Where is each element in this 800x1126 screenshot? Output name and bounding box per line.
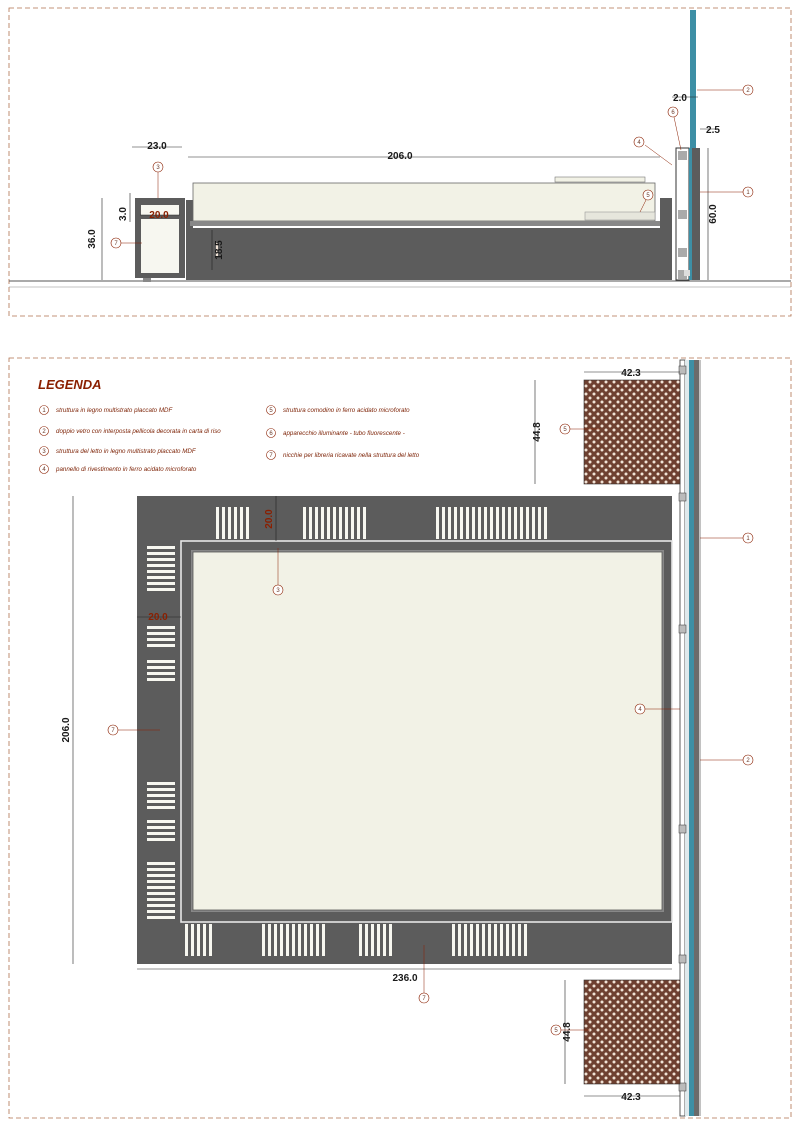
callout-5-elev (643, 190, 653, 200)
svg-text:struttura in legno multistrato: struttura in legno multistrato placcato MDF (56, 407, 173, 414)
svg-text:struttura comodino in ferro ac: struttura comodino in ferro acidato microforato (283, 407, 410, 414)
plan-wall (679, 360, 700, 1116)
svg-text:pannello di rivestimento in fe: pannello di rivestimento in ferro acidato microforato (56, 466, 197, 473)
svg-text:7: 7 (422, 996, 426, 1002)
nightstand-top (584, 380, 680, 484)
dim-60-elev: 60.0 (708, 204, 719, 224)
dim-44-8-bottom: 44.8 (562, 1022, 573, 1042)
svg-text:6: 6 (671, 110, 675, 116)
bed-plan (137, 496, 672, 964)
callout-3-plan (273, 585, 283, 595)
callout-7-plan-bottom (419, 993, 429, 1003)
svg-text:4: 4 (638, 707, 642, 713)
callout-7-plan-left (108, 725, 118, 735)
svg-text:6: 6 (269, 431, 273, 437)
callout-4-elev (634, 137, 644, 147)
nightstand-bottom (584, 980, 680, 1084)
svg-text:2: 2 (42, 429, 46, 435)
dim-236-plan: 236.0 (392, 973, 418, 984)
bed-elevation (186, 177, 672, 280)
callout-3-elev (153, 162, 163, 172)
svg-text:4: 4 (637, 140, 641, 146)
dim-42-3-bottom: 42.3 (621, 1092, 641, 1103)
dim-20-plan-left: 20.0 (148, 612, 168, 623)
callout-1-elev (743, 187, 753, 197)
callout-7-elev (111, 238, 121, 248)
legend-item-7 (267, 451, 420, 460)
legend-item-2 (40, 427, 222, 436)
callout-2-elev (743, 85, 753, 95)
svg-text:3: 3 (42, 449, 46, 455)
dim-20-plan-top: 20.0 (264, 509, 275, 529)
svg-text:apparecchio illuminante - tubo: apparecchio illuminante - tubo fluorescente - (283, 430, 405, 437)
headboard-elevation (676, 10, 700, 280)
svg-text:3: 3 (276, 588, 280, 594)
svg-text:1: 1 (42, 408, 46, 414)
svg-text:7: 7 (114, 241, 118, 247)
dim-206-plan: 206.0 (61, 717, 72, 743)
dim-18-5-elev: 18.5 (214, 240, 225, 260)
pillow (555, 177, 645, 182)
svg-text:7: 7 (269, 453, 273, 459)
dim-36-elev: 36.0 (87, 229, 98, 249)
svg-text:struttura del letto in legno m: struttura del letto in legno multistrato placcato MDF (56, 448, 196, 455)
legend-title: LEGENDA (38, 377, 102, 392)
dim-44-8-top: 44.8 (532, 422, 543, 442)
svg-text:5: 5 (646, 193, 650, 199)
svg-text:3: 3 (156, 165, 160, 171)
callout-5-plan-top (560, 424, 570, 434)
glass-panel (690, 10, 696, 148)
svg-text:2: 2 (746, 88, 750, 94)
svg-text:4: 4 (42, 467, 46, 473)
svg-text:1: 1 (746, 190, 750, 196)
dim-3-elev: 3.0 (118, 207, 129, 221)
dim-2-elev: 2.0 (673, 93, 687, 104)
elevation-view (9, 8, 791, 316)
legend-item-5 (267, 406, 411, 415)
dim-42-3-top: 42.3 (621, 368, 641, 379)
svg-text:5: 5 (554, 1028, 558, 1034)
svg-text:7: 7 (111, 728, 115, 734)
svg-text:5: 5 (269, 408, 273, 414)
svg-text:5: 5 (563, 427, 567, 433)
legend-item-1 (40, 406, 174, 415)
dim-23-elev: 23.0 (147, 141, 167, 152)
light-fixture (585, 212, 655, 220)
callout-5-plan-bottom (551, 1025, 561, 1035)
dim-206-elev: 206.0 (387, 151, 413, 162)
legend-item-6 (267, 429, 405, 438)
svg-text:doppio vetro con interposta pe: doppio vetro con interposta pellicola decorata in carta di riso (56, 428, 221, 435)
legend (38, 377, 420, 474)
svg-text:1: 1 (746, 536, 750, 542)
dim-20-elev: 20.0 (149, 210, 169, 221)
svg-text:2: 2 (746, 758, 750, 764)
svg-text:nicchie per libreria ricavate: nicchie per libreria ricavate nella struttura del letto (283, 452, 420, 459)
callout-6-elev (668, 107, 678, 117)
plan-view (9, 358, 791, 1118)
dim-2-5-elev: 2.5 (706, 125, 720, 136)
mattress-plan (193, 552, 662, 910)
legend-item-3 (40, 447, 197, 456)
callout-2-plan (743, 755, 753, 765)
callout-4-plan (635, 704, 645, 714)
legend-item-4 (40, 465, 197, 474)
callout-1-plan (743, 533, 753, 543)
